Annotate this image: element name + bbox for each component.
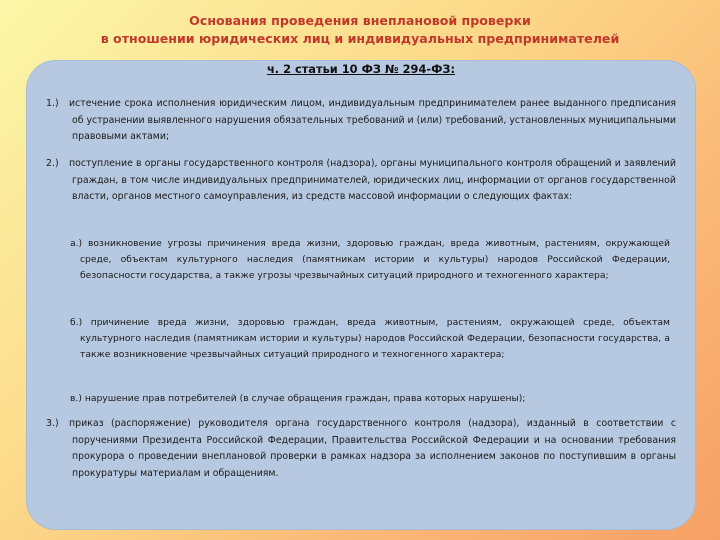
list-item-text: истечение срока исполнения юридическим лицом, индивидуальным предпринимателем ранее выданного предписания об устранении выявленного нарушения обязательных требований и (или) требований, установленных муниципальными правовыми актами; [69, 98, 676, 142]
list-item-1 [46, 96, 676, 146]
law-reference-heading: ч. 2 статьи 10 ФЗ № 294-ФЗ: [266, 62, 456, 76]
sub-item-text: в.) нарушение прав потребителей (в случае обращения граждан, права которых нарушены); [70, 393, 526, 404]
list-item-number: 1.) [46, 98, 59, 109]
slide-title-line-1: Основания проведения внеплановой проверки [189, 13, 531, 28]
list-item-text: поступление в органы государственного контроля (надзора), органы муниципального контроля обращений и заявлений граждан, в том числе индивидуальных предпринимателей, юридических лиц, информации от органов государственной власти, органов местного самоуправления, из средств массовой информации о следующих фактах: [69, 158, 676, 202]
slide-title-line-2: в отношении юридических лиц и индивидуальных предпринимателей [100, 31, 620, 46]
list-item-3 [46, 416, 676, 482]
list-item-number: 2.) [46, 158, 59, 169]
list-item-number: 3.) [46, 418, 59, 429]
sub-item-text: б.) причинение вреда жизни, здоровью граждан, вреда животным, растениям, окружающей среде, объектам культурного наследия (памятникам истории и культуры) народов Российской Федерации, безопасности государства, а также возникновение чрезвычайных ситуаций природного и техногенного характера; [70, 317, 670, 361]
list-item-2 [46, 156, 676, 206]
content-panel [26, 60, 696, 530]
sub-item-a [70, 236, 670, 285]
list-item-text: приказ (распоряжение) руководителя органа государственного контроля (надзора), изданный в соответствии с поручениями Президента Российской Федерации, Правительства Российской Федерации и на основании требования прокурора о проведении внеплановой проверки в рамках надзора за исполнением законов по поступившим в органы прокуратуры материалам и обращениям. [69, 418, 676, 479]
sub-item-b [70, 315, 670, 364]
sub-item-v [70, 391, 670, 407]
slide-title [0, 12, 720, 48]
sub-item-text: а.) возникновение угрозы причинения вреда жизни, здоровью граждан, вреда животным, растениям, окружающей среде, объектам культурного наследия (памятникам истории и культуры) народов Российской Федерации, безопасности государства, а также угрозы чрезвычайных ситуаций природного и техногенного характера; [70, 238, 670, 282]
